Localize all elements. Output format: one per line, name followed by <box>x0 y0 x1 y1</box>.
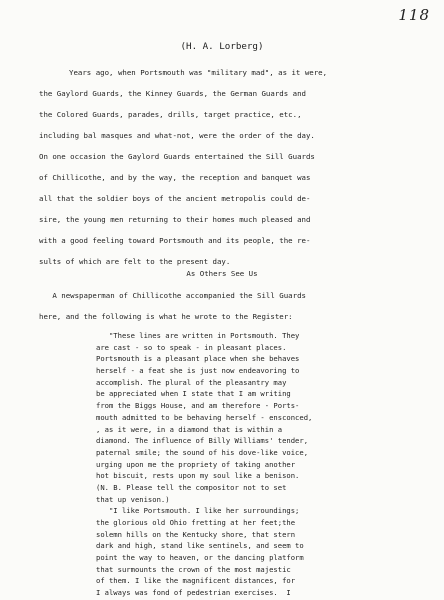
quote-line: "I like Portsmouth. I like her surroundings; <box>96 506 300 516</box>
quote-line: paternal smile; the sound of his dove-like voice, <box>96 447 309 457</box>
block-quote <box>96 330 426 599</box>
quote-line: from the Biggs House, and am therefore - Ports- <box>96 401 300 411</box>
text-line: the Gaylord Guards, the Kinney Guards, the German Guards and <box>39 89 306 98</box>
quote-line: diamond. The influence of Billy Williams' tender, <box>96 436 309 446</box>
text-line: here, and the following is what he wrote to the Register: <box>39 312 293 321</box>
text-line: On one occasion the Gaylord Guards entertained the Sill Guards <box>39 152 315 161</box>
quote-line: Portsmouth is a pleasant place when she behaves <box>96 354 300 364</box>
text-line: including bal masques and what-not, were the order of the day. <box>39 131 315 140</box>
quote-line: that surmounts the crown of the most majestic <box>96 564 291 574</box>
intro-paragraph <box>39 62 411 272</box>
text-line: sults of which are felt to the present day. <box>39 257 231 266</box>
text-line: Years ago, when Portsmouth was "military mad", as it were, <box>69 68 328 77</box>
text-line: sire, the young men returning to their homes much pleased and <box>39 215 311 224</box>
quote-line: urging upon me the propriety of taking another <box>96 459 296 469</box>
quote-line: dark and high, stand like sentinels, and seem to <box>96 541 304 551</box>
text-line: the Colored Guards, parades, drills, target practice, etc., <box>39 110 302 119</box>
quote-line: be appreciated when I state that I am writing <box>96 389 291 399</box>
quote-line: accomplish. The plural of the pleasantry may <box>96 377 287 387</box>
quote-line: point the way to heaven, or the dancing platform <box>96 553 304 563</box>
quote-line: are cast - so to speak - in pleasant places. <box>96 342 287 352</box>
quote-line: of them. I like the magnificent distances, for <box>96 576 296 586</box>
text-line: of Chillicothe, and by the way, the reception and banquet was <box>39 173 311 182</box>
quote-line: solemn hills on the Kentucky shore, that stern <box>96 529 296 539</box>
author-byline: (H. A. Lorberg) <box>180 41 264 52</box>
page-number: 118 <box>398 6 430 24</box>
quote-line: herself - a feat she is just now endeavoring to <box>96 366 300 376</box>
quote-line: hot biscuit, rests upon my soul like a benison. <box>96 471 300 481</box>
section-heading: As Others See Us <box>186 269 258 278</box>
quote-line: "These lines are written in Portsmouth. They <box>96 331 300 340</box>
text-line: with a good feeling toward Portsmouth and its people, the re- <box>39 236 311 245</box>
quote-line: , as it were, in a diamond that is within a <box>96 424 283 434</box>
lead-paragraph <box>39 285 411 327</box>
quote-line: the glorious old Ohio fretting at her feet;the <box>96 518 296 527</box>
quote-line: I always was fond of pedestrian exercises. I <box>96 588 291 598</box>
text-line: A newspaperman of Chillicothe accompanied the Sill Guards <box>39 291 306 300</box>
quote-line: mouth admitted to be behaving herself - ensconced, <box>96 412 313 422</box>
quote-line: (N. B. Please tell the compositor not to set <box>96 482 287 492</box>
text-line: all that the soldier boys of the ancient metropolis could de- <box>39 194 311 203</box>
quote-line: that up venison.) <box>96 494 170 504</box>
